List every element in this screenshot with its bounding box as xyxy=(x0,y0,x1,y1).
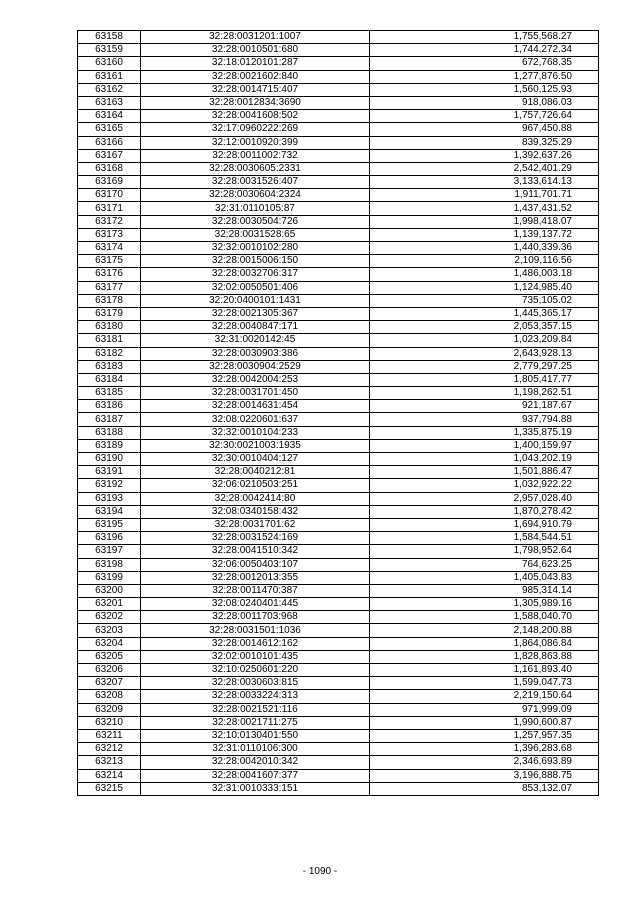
cadastral-value-cell: 1,560,125.93 xyxy=(370,83,599,96)
table-row xyxy=(78,83,599,96)
cadastral-number-cell: 32:20:0400101:1431 xyxy=(141,294,370,307)
cadastral-value-cell: 3,196,888.75 xyxy=(370,769,599,782)
cadastral-number-cell: 32:06:0210503:251 xyxy=(141,479,370,492)
row-number-cell: 63171 xyxy=(78,202,141,215)
cadastral-number-cell: 32:06:0050403:107 xyxy=(141,558,370,571)
cadastral-value-cell: 1,043,202.19 xyxy=(370,453,599,466)
cadastral-value-cell: 1,744,272.34 xyxy=(370,44,599,57)
table-row xyxy=(78,242,599,255)
table-row xyxy=(78,505,599,518)
table-row xyxy=(78,690,599,703)
table-row xyxy=(78,624,599,637)
cadastral-value-cell: 1,694,910.79 xyxy=(370,518,599,531)
row-number-cell: 63180 xyxy=(78,321,141,334)
row-number-cell: 63188 xyxy=(78,426,141,439)
table-row xyxy=(78,70,599,83)
cadastral-value-cell: 971,999.09 xyxy=(370,703,599,716)
row-number-cell: 63206 xyxy=(78,664,141,677)
table-row xyxy=(78,347,599,360)
cadastral-number-cell: 32:28:0041608:502 xyxy=(141,110,370,123)
cadastral-number-cell: 32:32:0010104:233 xyxy=(141,426,370,439)
table-row xyxy=(78,439,599,452)
row-number-cell: 63160 xyxy=(78,57,141,70)
table-row xyxy=(78,611,599,624)
row-number-cell: 63178 xyxy=(78,294,141,307)
row-number-cell: 63179 xyxy=(78,307,141,320)
cadastral-value-cell: 1,588,040.70 xyxy=(370,611,599,624)
row-number-cell: 63170 xyxy=(78,189,141,202)
cadastral-value-cell: 1,805,417.77 xyxy=(370,373,599,386)
table-row xyxy=(78,321,599,334)
row-number-cell: 63197 xyxy=(78,545,141,558)
cadastral-number-cell: 32:28:0031701:62 xyxy=(141,518,370,531)
table-row xyxy=(78,545,599,558)
cadastral-value-cell: 1,437,431.52 xyxy=(370,202,599,215)
row-number-cell: 63201 xyxy=(78,598,141,611)
cadastral-value-cell: 1,198,262.51 xyxy=(370,387,599,400)
row-number-cell: 63192 xyxy=(78,479,141,492)
cadastral-value-cell: 918,086.03 xyxy=(370,96,599,109)
cadastral-value-cell: 672,768.35 xyxy=(370,57,599,70)
table-row xyxy=(78,413,599,426)
cadastral-value-cell: 1,400,159.97 xyxy=(370,439,599,452)
table-row xyxy=(78,492,599,505)
row-number-cell: 63184 xyxy=(78,373,141,386)
cadastral-value-cell: 1,396,283.68 xyxy=(370,743,599,756)
table-row xyxy=(78,334,599,347)
cadastral-number-cell: 32:02:0010101:435 xyxy=(141,650,370,663)
row-number-cell: 63205 xyxy=(78,650,141,663)
row-number-cell: 63164 xyxy=(78,110,141,123)
cadastral-value-cell: 1,335,875.19 xyxy=(370,426,599,439)
row-number-cell: 63159 xyxy=(78,44,141,57)
cadastral-value-cell: 921,187.67 xyxy=(370,400,599,413)
table-row xyxy=(78,518,599,531)
row-number-cell: 63193 xyxy=(78,492,141,505)
cadastral-number-cell: 32:31:0110105:87 xyxy=(141,202,370,215)
cadastral-number-cell: 32:28:0015006:150 xyxy=(141,255,370,268)
cadastral-value-cell: 985,314.14 xyxy=(370,584,599,597)
row-number-cell: 63186 xyxy=(78,400,141,413)
cadastral-number-cell: 32:08:0240401:445 xyxy=(141,598,370,611)
cadastral-value-cell: 764,623.25 xyxy=(370,558,599,571)
row-number-cell: 63204 xyxy=(78,637,141,650)
cadastral-value-cell: 1,599,047.73 xyxy=(370,677,599,690)
cadastral-value-cell: 1,032,922.22 xyxy=(370,479,599,492)
cadastral-value-cell: 2,542,401.29 xyxy=(370,162,599,175)
cadastral-value-cell: 1,405,043.83 xyxy=(370,571,599,584)
cadastral-value-cell: 3,133,614.13 xyxy=(370,176,599,189)
cadastral-number-cell: 32:28:0021305:367 xyxy=(141,307,370,320)
table-row xyxy=(78,756,599,769)
row-number-cell: 63174 xyxy=(78,242,141,255)
row-number-cell: 63190 xyxy=(78,453,141,466)
cadastral-number-cell: 32:08:0340158:432 xyxy=(141,505,370,518)
cadastral-number-cell: 32:28:0042414:80 xyxy=(141,492,370,505)
table-row xyxy=(78,532,599,545)
table-row xyxy=(78,703,599,716)
cadastral-value-cell: 1,584,544.51 xyxy=(370,532,599,545)
table-row xyxy=(78,743,599,756)
cadastral-value-cell: 2,779,297.25 xyxy=(370,360,599,373)
table-row xyxy=(78,136,599,149)
row-number-cell: 63187 xyxy=(78,413,141,426)
table-row xyxy=(78,44,599,57)
table-row xyxy=(78,769,599,782)
cadastral-value-cell: 853,132.07 xyxy=(370,782,599,795)
cadastral-value-cell: 1,392,637.26 xyxy=(370,149,599,162)
cadastral-number-cell: 32:28:0030903:386 xyxy=(141,347,370,360)
page-number: - 1090 - xyxy=(302,866,338,877)
row-number-cell: 63194 xyxy=(78,505,141,518)
table-row xyxy=(78,387,599,400)
cadastral-number-cell: 32:28:0014612:162 xyxy=(141,637,370,650)
row-number-cell: 63198 xyxy=(78,558,141,571)
table-row xyxy=(78,400,599,413)
cadastral-number-cell: 32:31:0110106:300 xyxy=(141,743,370,756)
cadastral-number-cell: 32:28:0010501:680 xyxy=(141,44,370,57)
table-row xyxy=(78,782,599,795)
table-row xyxy=(78,650,599,663)
row-number-cell: 63176 xyxy=(78,268,141,281)
cadastral-number-cell: 32:30:0010404:127 xyxy=(141,453,370,466)
table-row xyxy=(78,255,599,268)
cadastral-value-cell: 1,445,365.17 xyxy=(370,307,599,320)
table-row xyxy=(78,729,599,742)
cadastral-number-cell: 32:28:0011703:968 xyxy=(141,611,370,624)
table-row xyxy=(78,598,599,611)
cadastral-number-cell: 32:28:0021602:840 xyxy=(141,70,370,83)
table-row xyxy=(78,110,599,123)
cadastral-value-cell: 2,109,116.56 xyxy=(370,255,599,268)
cadastral-value-cell: 1,864,086.84 xyxy=(370,637,599,650)
cadastral-value-cell: 1,277,876.50 xyxy=(370,70,599,83)
table-row xyxy=(78,426,599,439)
row-number-cell: 63173 xyxy=(78,228,141,241)
cadastral-value-cell: 967,450.88 xyxy=(370,123,599,136)
row-number-cell: 63195 xyxy=(78,518,141,531)
table-row xyxy=(78,268,599,281)
cadastral-value-cell: 1,828,863.88 xyxy=(370,650,599,663)
table-row xyxy=(78,162,599,175)
row-number-cell: 63208 xyxy=(78,690,141,703)
cadastral-number-cell: 32:10:0130401:550 xyxy=(141,729,370,742)
cadastral-value-cell: 1,486,003.18 xyxy=(370,268,599,281)
cadastral-number-cell: 32:02:0050501:406 xyxy=(141,281,370,294)
cadastral-number-cell: 32:28:0012834:3690 xyxy=(141,96,370,109)
row-number-cell: 63182 xyxy=(78,347,141,360)
cadastral-value-cell: 1,501,886.47 xyxy=(370,466,599,479)
table-row xyxy=(78,716,599,729)
cadastral-value-cell: 1,870,278.42 xyxy=(370,505,599,518)
row-number-cell: 63215 xyxy=(78,782,141,795)
row-number-cell: 63175 xyxy=(78,255,141,268)
table-row xyxy=(78,571,599,584)
cadastral-number-cell: 32:32:0010102:280 xyxy=(141,242,370,255)
cadastral-value-cell: 735,105.02 xyxy=(370,294,599,307)
row-number-cell: 63158 xyxy=(78,31,141,44)
table-row xyxy=(78,176,599,189)
row-number-cell: 63162 xyxy=(78,83,141,96)
table-row xyxy=(78,123,599,136)
cadastral-value-cell: 2,346,693.89 xyxy=(370,756,599,769)
row-number-cell: 63214 xyxy=(78,769,141,782)
row-number-cell: 63191 xyxy=(78,466,141,479)
cadastral-number-cell: 32:28:0030904:2529 xyxy=(141,360,370,373)
cadastral-number-cell: 32:28:0012013:355 xyxy=(141,571,370,584)
table-row xyxy=(78,294,599,307)
cadastral-value-cell: 1,998,418.07 xyxy=(370,215,599,228)
row-number-cell: 63185 xyxy=(78,387,141,400)
table-row xyxy=(78,479,599,492)
table-row xyxy=(78,453,599,466)
cadastral-number-cell: 32:28:0031528:65 xyxy=(141,228,370,241)
row-number-cell: 63183 xyxy=(78,360,141,373)
cadastral-value-cell: 1,124,985.40 xyxy=(370,281,599,294)
table-row xyxy=(78,202,599,215)
table-row xyxy=(78,360,599,373)
row-number-cell: 63203 xyxy=(78,624,141,637)
row-number-cell: 63169 xyxy=(78,176,141,189)
cadastral-value-cell: 2,957,028.40 xyxy=(370,492,599,505)
cadastral-value-table xyxy=(77,30,599,796)
cadastral-value-cell: 1,257,957.35 xyxy=(370,729,599,742)
row-number-cell: 63166 xyxy=(78,136,141,149)
row-number-cell: 63177 xyxy=(78,281,141,294)
cadastral-number-cell: 32:28:0042004:253 xyxy=(141,373,370,386)
cadastral-number-cell: 32:28:0041510:342 xyxy=(141,545,370,558)
cadastral-value-cell: 1,757,726.64 xyxy=(370,110,599,123)
cadastral-number-cell: 32:31:0020142:45 xyxy=(141,334,370,347)
cadastral-value-cell: 2,643,928.13 xyxy=(370,347,599,360)
row-number-cell: 63172 xyxy=(78,215,141,228)
row-number-cell: 63161 xyxy=(78,70,141,83)
table-body xyxy=(78,31,599,796)
row-number-cell: 63189 xyxy=(78,439,141,452)
row-number-cell: 63207 xyxy=(78,677,141,690)
table-row xyxy=(78,373,599,386)
cadastral-number-cell: 32:17:0960222:269 xyxy=(141,123,370,136)
cadastral-number-cell: 32:28:0031526:407 xyxy=(141,176,370,189)
cadastral-number-cell: 32:28:0021521:116 xyxy=(141,703,370,716)
cadastral-value-cell: 1,305,989.16 xyxy=(370,598,599,611)
cadastral-number-cell: 32:28:0031201:1007 xyxy=(141,31,370,44)
cadastral-value-cell: 1,911,701.71 xyxy=(370,189,599,202)
cadastral-value-cell: 2,148,200.88 xyxy=(370,624,599,637)
row-number-cell: 63209 xyxy=(78,703,141,716)
cadastral-number-cell: 32:28:0030603:815 xyxy=(141,677,370,690)
cadastral-number-cell: 32:28:0031524:169 xyxy=(141,532,370,545)
cadastral-value-cell: 1,161,893.40 xyxy=(370,664,599,677)
cadastral-number-cell: 32:28:0014631:454 xyxy=(141,400,370,413)
row-number-cell: 63200 xyxy=(78,584,141,597)
cadastral-number-cell: 32:31:0010333:151 xyxy=(141,782,370,795)
table-row xyxy=(78,466,599,479)
cadastral-number-cell: 32:28:0011470:387 xyxy=(141,584,370,597)
cadastral-value-cell: 1,023,209.84 xyxy=(370,334,599,347)
cadastral-value-cell: 1,798,952.64 xyxy=(370,545,599,558)
row-number-cell: 63212 xyxy=(78,743,141,756)
table-row xyxy=(78,281,599,294)
row-number-cell: 63211 xyxy=(78,729,141,742)
cadastral-value-cell: 1,440,339.36 xyxy=(370,242,599,255)
table-row xyxy=(78,149,599,162)
cadastral-number-cell: 32:30:0021003:1935 xyxy=(141,439,370,452)
row-number-cell: 63167 xyxy=(78,149,141,162)
table-row xyxy=(78,57,599,70)
row-number-cell: 63168 xyxy=(78,162,141,175)
table-row xyxy=(78,677,599,690)
table-row xyxy=(78,584,599,597)
cadastral-value-cell: 1,139,137.72 xyxy=(370,228,599,241)
cadastral-number-cell: 32:28:0021711:275 xyxy=(141,716,370,729)
table-row xyxy=(78,189,599,202)
cadastral-number-cell: 32:18:0120101:287 xyxy=(141,57,370,70)
row-number-cell: 63213 xyxy=(78,756,141,769)
table-row xyxy=(78,31,599,44)
cadastral-value-cell: 1,990,600.87 xyxy=(370,716,599,729)
table-row xyxy=(78,637,599,650)
table-row xyxy=(78,664,599,677)
cadastral-number-cell: 32:28:0040212:81 xyxy=(141,466,370,479)
cadastral-value-cell: 2,219,150.64 xyxy=(370,690,599,703)
row-number-cell: 63165 xyxy=(78,123,141,136)
table-row xyxy=(78,558,599,571)
cadastral-number-cell: 32:28:0030604:2324 xyxy=(141,189,370,202)
cadastral-number-cell: 32:28:0014715:407 xyxy=(141,83,370,96)
cadastral-number-cell: 32:28:0030504:726 xyxy=(141,215,370,228)
row-number-cell: 63163 xyxy=(78,96,141,109)
cadastral-number-cell: 32:28:0042010:342 xyxy=(141,756,370,769)
row-number-cell: 63210 xyxy=(78,716,141,729)
row-number-cell: 63199 xyxy=(78,571,141,584)
cadastral-value-cell: 839,325.29 xyxy=(370,136,599,149)
cadastral-value-cell: 2,053,357.15 xyxy=(370,321,599,334)
cadastral-number-cell: 32:28:0030605:2331 xyxy=(141,162,370,175)
table-row xyxy=(78,215,599,228)
cadastral-number-cell: 32:28:0033224:313 xyxy=(141,690,370,703)
cadastral-number-cell: 32:28:0031501:1036 xyxy=(141,624,370,637)
row-number-cell: 63202 xyxy=(78,611,141,624)
cadastral-number-cell: 32:28:0032706:317 xyxy=(141,268,370,281)
cadastral-number-cell: 32:10:0250601:220 xyxy=(141,664,370,677)
table-row xyxy=(78,307,599,320)
cadastral-number-cell: 32:28:0041607:377 xyxy=(141,769,370,782)
cadastral-number-cell: 32:28:0031701:450 xyxy=(141,387,370,400)
row-number-cell: 63181 xyxy=(78,334,141,347)
cadastral-value-cell: 1,755,568.27 xyxy=(370,31,599,44)
cadastral-number-cell: 32:28:0040847:171 xyxy=(141,321,370,334)
cadastral-value-cell: 937,794.88 xyxy=(370,413,599,426)
row-number-cell: 63196 xyxy=(78,532,141,545)
table-row xyxy=(78,96,599,109)
cadastral-number-cell: 32:08:0220601:637 xyxy=(141,413,370,426)
cadastral-number-cell: 32:28:0011002:732 xyxy=(141,149,370,162)
cadastral-number-cell: 32:12:0010920:399 xyxy=(141,136,370,149)
table-row xyxy=(78,228,599,241)
